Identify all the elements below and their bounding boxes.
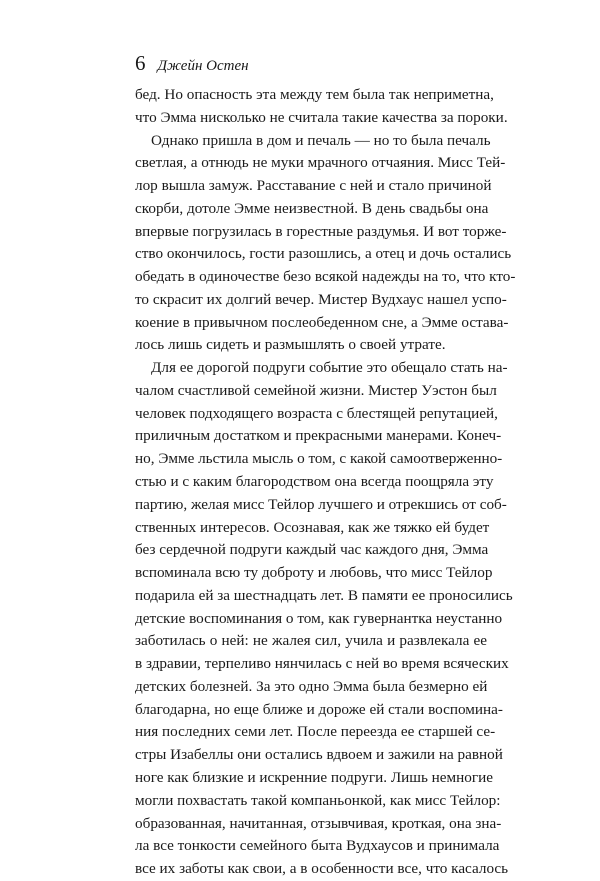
text-line: ния последних семи лет. После переезда ее старшей се- (135, 723, 496, 741)
text-line: вспоминала всю ту доброту и любовь, что мисс Тейлор (135, 564, 493, 582)
text-line: стью и с каким благородством она всегда поощряла эту (135, 473, 494, 491)
text-line: приличным достатком и прекрасными манерами. Конеч- (135, 427, 502, 445)
text-line: могли похвастать такой компаньонкой, как мисс Тейлор: (135, 791, 501, 809)
text-line: стры Изабеллы они остались вдвоем и зажили на равной (135, 746, 503, 764)
text-line: все их заботы как свои, а в особенности все, что касалось (135, 860, 509, 878)
running-head-title: Джейн Остен (157, 58, 249, 74)
text-line: благодарна, но еще ближе и дороже ей стали воспомина- (135, 700, 503, 718)
text-line: но, Эмме льстила мысль о том, с какой самоотверженно- (135, 450, 503, 468)
text-line: светлая, а отнюдь не муки мрачного отчаяния. Мисс Тей- (135, 154, 506, 172)
text-line: чалом счастливой семейной жизни. Мистер Уэстон был (135, 381, 497, 399)
text-line: обедать в одиночестве безо всякой надежды на то, что кто- (135, 268, 516, 286)
text-line: детские воспоминания о том, как гувернантка неустанно (135, 609, 503, 627)
text-line: детских болезней. За это одно Эмма была безмерно ей (135, 677, 488, 695)
text-line: Для ее дорогой подруги событие это обещало стать на- (151, 359, 508, 377)
text-line: без сердечной подруги каждый час каждого дня, Эмма (135, 541, 489, 559)
text-line: бед. Но опасность эта между тем была так неприметна, (135, 86, 494, 103)
text-line: партию, желая мисс Тейлор лучшего и отрекшись от соб- (135, 495, 507, 513)
text-line: лор вышла замуж. Расставание с ней и стало причиной (135, 177, 492, 195)
text-line: впервые погрузилась в горестные раздумья. И вот торже- (135, 222, 507, 240)
text-line: в здравии, терпеливо нянчилась с ней во время всяческих (135, 655, 509, 673)
text-line: ство окончилось, гости разошлись, а отец и дочь остались (135, 245, 512, 263)
text-line: ноге как близкие и искренние подруги. Лишь немногие (135, 768, 493, 786)
running-head (135, 50, 249, 76)
text-line: ственных интересов. Осознавая, как же тяжко ей будет (135, 518, 490, 536)
body-text (135, 84, 516, 881)
text-line: человек подходящего возраста с блестящей репутацией, (135, 404, 498, 422)
text-line: скорби, дотоле Эмме неизвестной. В день свадьбы она (135, 199, 489, 217)
text-line: коение в привычном послеобеденном сне, а Эмме остава- (135, 313, 509, 331)
text-line: что Эмма нисколько не считала такие качества за пороки. (135, 108, 508, 126)
text-line: Однако пришла в дом и печаль — но то была печаль (151, 131, 491, 149)
text-line: подарила ей за шестнадцать лет. В памяти ее проносились (135, 586, 513, 604)
text-line: образованная, начитанная, отзывчивая, кроткая, она зна- (135, 814, 502, 832)
text-line: ла все тонкости семейного быта Вудхаусов и принимала (135, 837, 500, 855)
text-line: заботилась о ней: не жалея сил, учила и развлекала ее (135, 632, 487, 650)
text-line: лось лишь сидеть и размышлять о своей утрате. (135, 336, 446, 354)
text-line: то скрасит их долгий вечер. Мистер Вудхаус нашел успо- (135, 290, 507, 308)
page-number: 6 (135, 51, 146, 75)
